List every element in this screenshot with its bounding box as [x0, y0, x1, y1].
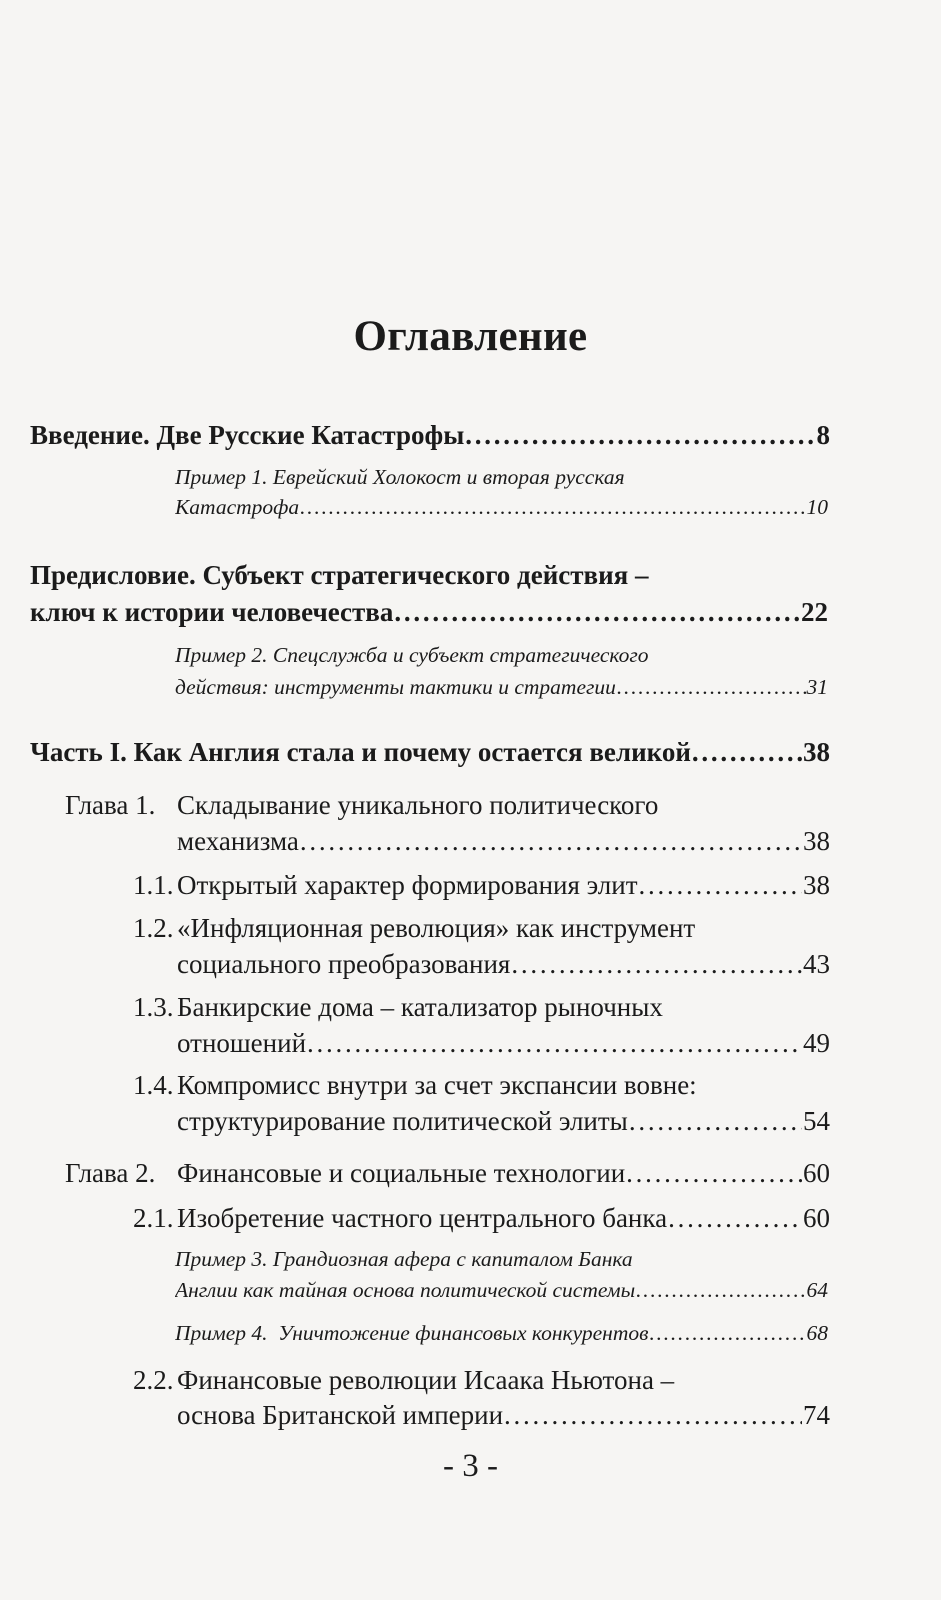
toc-entry-text: Катастрофа — [175, 495, 300, 519]
toc-section-number: 2.2. — [133, 1365, 174, 1395]
leader-dots — [504, 1400, 802, 1431]
toc-page-number: 64 — [806, 1278, 828, 1302]
toc-entry-text: структурирование политической элиты — [177, 1106, 628, 1136]
toc-entry-example-2[interactable] — [175, 675, 828, 700]
toc-page-number: 31 — [806, 675, 828, 699]
toc-entry-text: социального преобразования — [177, 949, 511, 979]
leader-dots — [300, 495, 805, 520]
toc-entry-text: действия: инструменты тактики и стратегии — [175, 675, 616, 699]
leader-dots — [692, 737, 802, 768]
toc-entry-text: Введение. Две Русские Катастрофы — [30, 420, 465, 450]
leader-dots — [307, 1028, 802, 1059]
toc-example-1-line1: Пример 1. Еврейский Холокост и вторая русская — [175, 465, 625, 489]
leader-dots — [511, 949, 802, 980]
toc-page-number: 60 — [803, 1158, 830, 1188]
toc-entry-chapter-2[interactable] — [177, 1158, 830, 1189]
toc-entry-1-3[interactable] — [177, 1028, 830, 1059]
toc-entry-text: Англии как тайная основа политической системы — [175, 1278, 636, 1302]
toc-page-number: 22 — [801, 597, 828, 627]
toc-chapter-1-label: Глава 1. — [65, 790, 156, 820]
toc-entry-example-3[interactable] — [175, 1278, 828, 1303]
toc-page-number: 38 — [803, 870, 830, 900]
toc-entry-preface[interactable] — [30, 597, 828, 628]
toc-section-number: 1.3. — [133, 992, 174, 1022]
toc-entry-text: ключ к истории человечества — [30, 597, 394, 627]
toc-entry-example-1[interactable] — [175, 495, 828, 520]
toc-entry-chapter-1[interactable] — [177, 826, 830, 857]
toc-chapter-1-line1: Складывание уникального политического — [177, 790, 659, 820]
toc-entry-2-2[interactable] — [177, 1400, 830, 1431]
toc-entry-text: отношений — [177, 1028, 307, 1058]
toc-page-number: 38 — [803, 737, 830, 767]
toc-page-number: 54 — [803, 1106, 830, 1136]
toc-entry-text: Открытый характер формирования элит — [177, 870, 638, 900]
toc-entry-text: основа Британской империи — [177, 1400, 504, 1430]
toc-entry-text: Пример 4. Уничтожение финансовых конкурентов — [175, 1321, 649, 1345]
toc-page-number: 38 — [803, 826, 830, 856]
toc-section-number: 1.2. — [133, 913, 174, 943]
leader-dots — [626, 1158, 802, 1189]
page-number: - 3 - — [443, 1448, 498, 1484]
leader-dots — [617, 675, 806, 700]
toc-section-number: 2.1. — [133, 1203, 174, 1233]
leader-dots — [300, 826, 802, 857]
toc-entry-example-4[interactable] — [175, 1321, 828, 1346]
toc-page-number: 10 — [806, 495, 828, 519]
toc-page-number: 8 — [816, 420, 830, 450]
leader-dots — [649, 1321, 805, 1346]
toc-1-2-line1: «Инфляционная революция» как инструмент — [177, 913, 696, 943]
toc-page-number: 60 — [803, 1203, 830, 1233]
toc-entry-text: механизма — [177, 826, 299, 856]
toc-section-number: 1.4. — [133, 1070, 174, 1100]
toc-page-number: 49 — [803, 1028, 830, 1058]
leader-dots — [465, 420, 815, 451]
toc-2-2-line1: Финансовые революции Исаака Ньютона – — [177, 1365, 675, 1395]
toc-entry-1-1[interactable] — [177, 870, 830, 901]
toc-1-3-line1: Банкирские дома – катализатор рыночных — [177, 992, 663, 1022]
leader-dots — [668, 1203, 802, 1234]
toc-example-3-line1: Пример 3. Грандиозная афера с капиталом Банка — [175, 1247, 633, 1271]
leader-dots — [639, 870, 803, 901]
toc-entry-2-1[interactable] — [177, 1203, 830, 1234]
page-title: Оглавление — [353, 313, 588, 360]
toc-section-number: 1.1. — [133, 870, 174, 900]
toc-entry-part-1[interactable] — [30, 737, 830, 768]
toc-example-2-line1: Пример 2. Спецслужба и субъект стратегического — [175, 643, 649, 667]
toc-preface-line1: Предисловие. Субъект стратегического действия – — [30, 560, 649, 590]
toc-entry-text: Финансовые и социальные технологии — [177, 1158, 626, 1188]
leader-dots — [394, 597, 800, 628]
toc-page-number: 43 — [803, 949, 830, 979]
toc-1-4-line1: Компромисс внутри за счет экспансии вовне: — [177, 1070, 697, 1100]
toc-page-number: 74 — [803, 1400, 830, 1430]
toc-entry-text: Изобретение частного центрального банка — [177, 1203, 668, 1233]
leader-dots — [636, 1278, 805, 1303]
toc-entry-1-2[interactable] — [177, 949, 830, 980]
toc-entry-1-4[interactable] — [177, 1106, 830, 1137]
toc-entry-intro[interactable] — [30, 420, 830, 451]
toc-entry-text: Часть I. Как Англия стала и почему остается великой — [30, 737, 691, 767]
leader-dots — [629, 1106, 802, 1137]
toc-chapter-2-label: Глава 2. — [65, 1158, 156, 1188]
toc-page-number: 68 — [806, 1321, 828, 1345]
